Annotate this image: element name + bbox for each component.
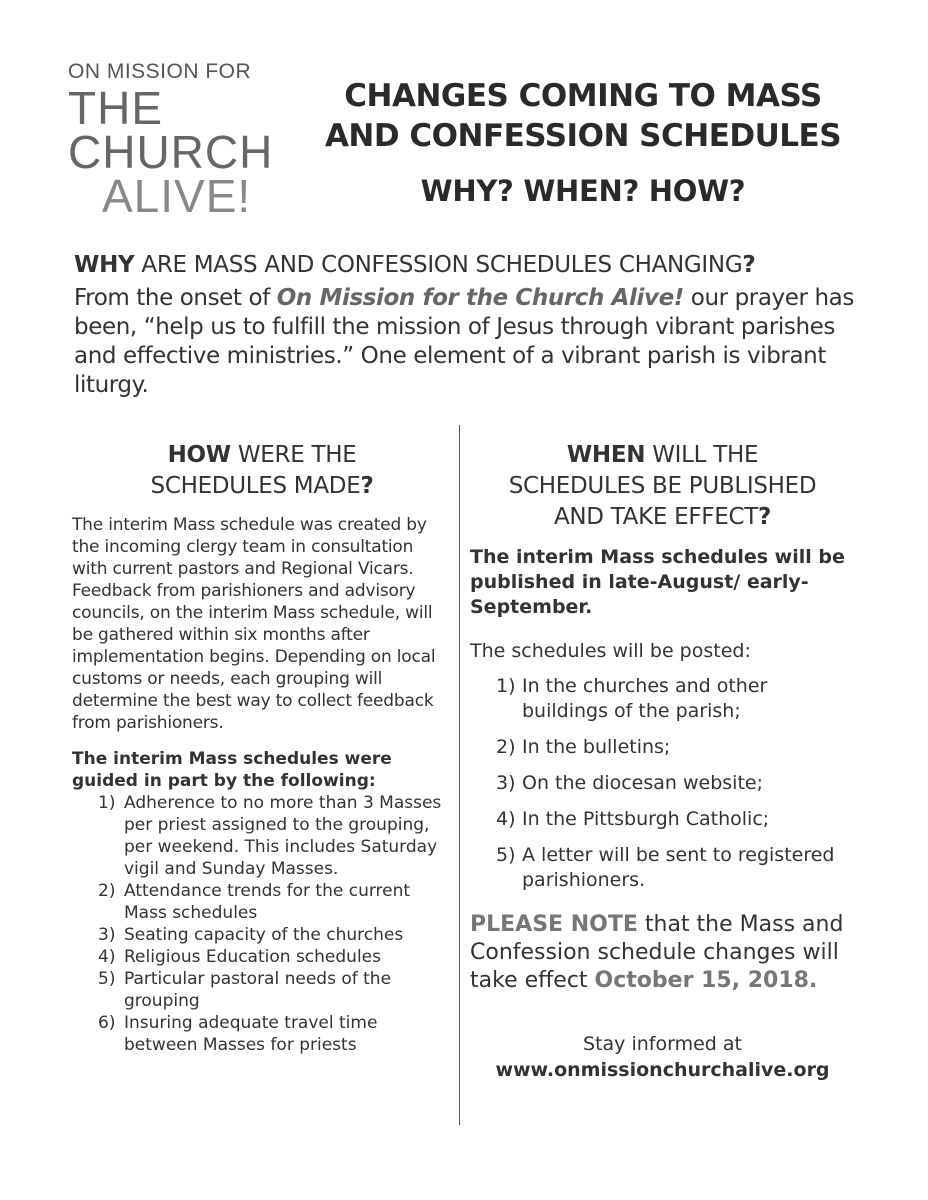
list-item-number: 2) bbox=[98, 881, 116, 901]
how-guided-heading: The interim Mass schedules were guided in part by the following: bbox=[72, 749, 392, 791]
why-section bbox=[74, 252, 864, 400]
list-item bbox=[470, 843, 855, 893]
when-heading-line3: AND TAKE EFFECT bbox=[553, 504, 758, 530]
how-heading bbox=[72, 440, 452, 502]
when-heading-line2: SCHEDULES BE PUBLISHED bbox=[508, 473, 817, 499]
how-heading-bold: HOW bbox=[167, 442, 231, 468]
when-section bbox=[470, 440, 855, 1083]
list-item-number: 3) bbox=[496, 772, 516, 794]
website-link[interactable]: www.onmissionchurchalive.org bbox=[495, 1059, 830, 1081]
list-item bbox=[470, 771, 855, 796]
list-item-text: Particular pastoral needs of the grouping bbox=[124, 969, 392, 1011]
list-item-number: 2) bbox=[496, 736, 516, 758]
logo-line-church: CHURCH bbox=[68, 126, 274, 178]
list-item-text: In the bulletins; bbox=[522, 736, 671, 758]
when-heading bbox=[470, 440, 855, 533]
effective-date: October 15, 2018. bbox=[594, 968, 818, 993]
when-posted-list bbox=[470, 674, 855, 893]
list-item-number: 6) bbox=[98, 1013, 116, 1033]
list-item-text: In the Pittsburgh Catholic; bbox=[522, 808, 770, 830]
page-title-line1: CHANGES COMING TO MASS bbox=[344, 78, 822, 114]
why-heading-q: ? bbox=[742, 252, 756, 278]
please-note-bold: PLEASE NOTE bbox=[470, 912, 638, 937]
stay-informed-text: Stay informed at bbox=[583, 1033, 742, 1055]
when-published: The interim Mass schedules will be published in late-August/ early-September. bbox=[470, 546, 845, 618]
list-item bbox=[470, 674, 855, 724]
when-heading-rest: WILL THE bbox=[645, 442, 759, 468]
list-item-number: 1) bbox=[496, 675, 516, 697]
how-guided-list bbox=[72, 792, 452, 1056]
list-item-number: 4) bbox=[496, 808, 516, 830]
list-item bbox=[72, 880, 452, 924]
why-heading bbox=[74, 252, 864, 278]
logo bbox=[68, 60, 288, 222]
list-item-text: A letter will be sent to registered parishioners. bbox=[522, 844, 835, 891]
how-heading-rest: WERE THE bbox=[230, 442, 357, 468]
list-item-number: 4) bbox=[98, 947, 116, 967]
please-note bbox=[470, 911, 855, 995]
list-item bbox=[72, 1012, 452, 1056]
how-body: The interim Mass schedule was created by the incoming clergy team in consultation with current pastors and Regional Vicars. Feedback from parishioners and advisory councils, on the interim Mass schedule, will be gathered within six months after implementation begins. Depending on local customs or needs, each grouping will determine the best way to collect feedback from parishioners. bbox=[72, 515, 436, 733]
page-subtitle: WHY? WHEN? HOW? bbox=[420, 174, 746, 208]
list-item-number: 3) bbox=[98, 925, 116, 945]
page-header bbox=[318, 76, 848, 208]
stay-informed bbox=[470, 1031, 855, 1083]
list-item-text: Insuring adequate travel time between Masses for priests bbox=[124, 1013, 378, 1055]
list-item-text: Adherence to no more than 3 Masses per priest assigned to the grouping, per weekend. This includes Saturday vigil and Sunday Masses. bbox=[124, 793, 442, 879]
column-divider bbox=[459, 425, 460, 1125]
list-item-text: In the churches and other buildings of the parish; bbox=[522, 675, 768, 722]
list-item-text: Religious Education schedules bbox=[124, 947, 381, 967]
why-body-start: From the onset of bbox=[74, 285, 277, 311]
please-note-rest: that the Mass and Confession schedule changes will take effect bbox=[470, 912, 844, 993]
list-item-number: 5) bbox=[496, 844, 516, 866]
page-title-line2: AND CONFESSION SCHEDULES bbox=[324, 118, 842, 154]
when-heading-bold: WHEN bbox=[566, 442, 646, 468]
when-posted-intro: The schedules will be posted: bbox=[470, 640, 751, 662]
logo-line-alive: ALIVE! bbox=[102, 170, 252, 222]
list-item bbox=[72, 968, 452, 1012]
list-item bbox=[72, 946, 452, 968]
list-item-number: 1) bbox=[98, 793, 116, 813]
why-body-emphasis: On Mission for the Church Alive! bbox=[276, 285, 684, 311]
how-section bbox=[72, 440, 452, 1056]
why-body bbox=[74, 284, 864, 400]
list-item-text: Attendance trends for the current Mass schedules bbox=[124, 881, 411, 923]
list-item-number: 5) bbox=[98, 969, 116, 989]
list-item-text: On the diocesan website; bbox=[522, 772, 763, 794]
why-body-rest: our prayer has been, “help us to fulfill the mission of Jesus through vibrant parishes and effective ministries.” One element of a vibrant parish is vibrant liturgy. bbox=[74, 285, 854, 398]
when-heading-q: ? bbox=[757, 504, 772, 530]
list-item bbox=[72, 924, 452, 946]
why-heading-rest: ARE MASS AND CONFESSION SCHEDULES CHANGING bbox=[134, 252, 743, 278]
why-heading-bold: WHY bbox=[74, 252, 135, 278]
list-item bbox=[72, 792, 452, 880]
list-item-text: Seating capacity of the churches bbox=[124, 925, 404, 945]
list-item bbox=[470, 735, 855, 760]
logo-top-text: ON MISSION FOR bbox=[68, 60, 252, 83]
how-heading-q: ? bbox=[360, 473, 374, 499]
logo-line-the: THE bbox=[68, 82, 163, 134]
how-heading-line2: SCHEDULES MADE bbox=[150, 473, 361, 499]
list-item bbox=[470, 807, 855, 832]
